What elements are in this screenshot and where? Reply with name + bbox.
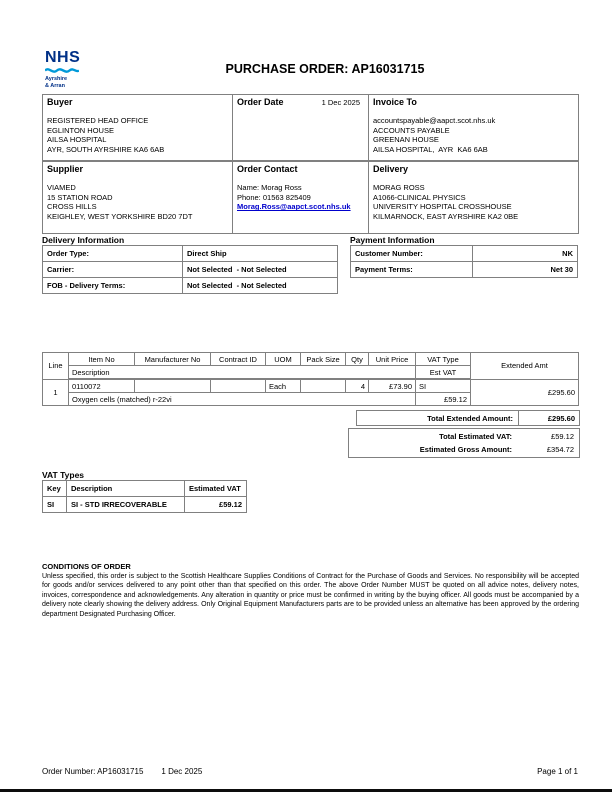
col-header-pack-size: Pack Size	[301, 353, 346, 366]
table-row	[43, 246, 338, 262]
col-header-est-vat: Est VAT	[416, 366, 471, 380]
supplier-line: KEIGHLEY, WEST YORKSHIRE BD20 7DT	[47, 211, 193, 221]
table-row	[43, 262, 338, 278]
order-contact-header: Order Contact	[237, 164, 298, 174]
item-no: 0110072	[69, 379, 135, 393]
item-manufacturer-no	[135, 379, 211, 393]
items-header-row-1	[43, 353, 579, 366]
gross-amount-label: Estimated Gross Amount:	[419, 445, 512, 454]
order-date-label: Order Date	[237, 97, 284, 107]
nhs-region-text	[45, 76, 105, 89]
delivery-line: KILMARNOCK, EAST AYRSHIRE KA2 0BE	[373, 211, 519, 221]
item-qty: 4	[346, 379, 369, 393]
item-contract-id	[211, 379, 266, 393]
supplier-header: Supplier	[47, 164, 84, 174]
order-date-value: 1 Dec 2025	[321, 98, 360, 107]
vat-description-value: SI - STD IRRECOVERABLE	[67, 497, 185, 513]
buyer-line: AILSA HOSPITAL	[47, 135, 107, 145]
order-type-label: Order Type:	[43, 246, 183, 262]
invoice-to-line: GREENAN HOUSE	[373, 135, 439, 145]
gross-amount-value: £354.72	[546, 445, 574, 454]
item-line: 1	[43, 379, 69, 406]
nhs-logo-text: NHS	[45, 49, 81, 66]
vat-description-header: Description	[67, 481, 185, 497]
payment-information-heading: Payment Information	[350, 235, 435, 245]
col-header-contract-id: Contract ID	[211, 353, 266, 366]
item-extended-amt: £295.60	[471, 379, 579, 406]
item-vat-type: SI	[416, 379, 471, 393]
buyer-header: Buyer	[47, 97, 73, 107]
vat-key-value: SI	[43, 497, 67, 513]
table-row	[351, 246, 578, 262]
delivery-line: A1066-CLINICAL PHYSICS	[373, 192, 466, 202]
line-items-table	[42, 352, 579, 406]
invoice-to-line: accountspayable@aapct.scot.nhs.uk	[373, 116, 496, 125]
total-extended-value: £295.60	[518, 411, 579, 425]
vat-types-row	[43, 497, 247, 513]
item-description: Oxygen cells (matched) r-22vi	[69, 393, 416, 406]
col-header-item-no: Item No	[69, 353, 135, 366]
item-unit-price: £73.90	[369, 379, 416, 393]
invoice-to-cell	[369, 95, 579, 162]
invoice-to-header: Invoice To	[373, 97, 417, 107]
total-extended-label: Total Extended Amount:	[427, 413, 513, 423]
conditions-heading: CONDITIONS OF ORDER	[42, 562, 131, 571]
carrier-label: Carrier:	[43, 262, 183, 278]
vat-types-header-row	[43, 481, 247, 497]
table-row	[351, 262, 578, 278]
payment-information-table	[350, 245, 578, 278]
buyer-line: EGLINTON HOUSE	[47, 125, 114, 135]
item-pack-size	[301, 379, 346, 393]
buyer-cell	[43, 95, 233, 162]
table-row	[43, 278, 338, 294]
total-vat-value: £59.12	[551, 432, 574, 441]
vat-types-heading: VAT Types	[42, 470, 85, 480]
col-header-description: Description	[69, 366, 416, 380]
delivery-line: MORAG ROSS	[373, 183, 425, 192]
col-header-manufacturer-no: Manufacturer No	[135, 353, 211, 366]
order-contact-phone: Phone: 01563 825409	[237, 192, 311, 202]
order-contact-email-link[interactable]: Morag.Ross@aapct.scot.nhs.uk	[237, 202, 351, 212]
fob-terms-label: FOB - Delivery Terms:	[43, 278, 183, 294]
footer-date: 1 Dec 2025	[161, 767, 203, 776]
item-uom: Each	[266, 379, 301, 393]
footer-order-number: Order Number: AP16031715	[42, 767, 144, 776]
customer-number-label: Customer Number:	[351, 246, 473, 262]
col-header-qty: Qty	[346, 353, 369, 366]
parties-table	[42, 94, 579, 234]
order-contact-cell	[233, 161, 369, 234]
order-contact-name: Name: Morag Ross	[237, 183, 302, 192]
item-row-main	[43, 379, 579, 393]
delivery-cell	[369, 161, 579, 234]
payment-terms-label: Payment Terms:	[351, 262, 473, 278]
fob-terms-value: Not Selected - Not Selected	[183, 278, 338, 294]
order-type-value: Direct Ship	[183, 246, 338, 262]
col-header-uom: UOM	[266, 353, 301, 366]
delivery-information-table	[42, 245, 338, 294]
page-title: PURCHASE ORDER: AP16031715	[225, 62, 425, 76]
carrier-value: Not Selected - Not Selected	[183, 262, 338, 278]
col-header-line: Line	[43, 353, 69, 380]
footer-page-number: Page 1 of 1	[537, 767, 578, 776]
total-extended-box	[356, 410, 580, 426]
gross-amount-row	[349, 443, 579, 456]
conditions-body: Unless specified, this order is subject to the Scottish Healthcare Supplies Conditions of Contract for the Purchase of Goods and Services. No responsibility will be accepted for goods and/or services delivered to any point other than that specified on this order. The above Order Number MUST be quoted on all advice notes, delivery notes, invoices, correspondence and acknowledgements. Any alteration in quantity or price must be confirmed in writing by the buying officer. All goods must be accompanied by a delivery note clearly showing the delivery address. Only Original Equipment Manufacturers parts are to be provided unless an alternative has been approved by the ordering department Designated Purchasing Officer.	[42, 573, 579, 618]
vat-types-table	[42, 480, 247, 513]
page-footer	[42, 767, 578, 776]
supplier-line: 15 STATION ROAD	[47, 192, 113, 202]
invoice-to-line: ACCOUNTS PAYABLE	[373, 125, 450, 135]
nhs-region-line2: & Arran	[45, 82, 65, 89]
buyer-line: AYR, SOUTH AYRSHIRE KA6 6AB	[47, 144, 165, 154]
col-header-unit-price: Unit Price	[369, 353, 416, 366]
total-vat-label: Total Estimated VAT:	[439, 432, 512, 441]
order-date-cell	[233, 95, 369, 162]
buyer-line: REGISTERED HEAD OFFICE	[47, 116, 149, 125]
customer-number-value: NK	[473, 246, 578, 262]
col-header-vat-type: VAT Type	[416, 353, 471, 366]
invoice-to-line: AILSA HOSPITAL, AYR KA6 6AB	[373, 144, 488, 154]
delivery-line: UNIVERSITY HOSPITAL CROSSHOUSE	[373, 202, 512, 212]
vat-estimated-header: Estimated VAT	[185, 481, 247, 497]
nhs-region-line1: Ayrshire	[45, 76, 68, 82]
col-header-extended-amt: Extended Amt	[471, 353, 579, 380]
delivery-information-heading: Delivery Information	[42, 235, 125, 245]
supplier-line: CROSS HILLS	[47, 202, 97, 212]
supplier-cell	[43, 161, 233, 234]
totals-summary-box	[348, 428, 580, 458]
vat-key-header: Key	[43, 481, 67, 497]
vat-estimated-value: £59.12	[185, 497, 247, 513]
item-est-vat: £59.12	[416, 393, 471, 406]
payment-terms-value: Net 30	[473, 262, 578, 278]
supplier-line: VIAMED	[47, 183, 76, 192]
total-vat-row	[349, 430, 579, 443]
delivery-header: Delivery	[373, 164, 409, 174]
